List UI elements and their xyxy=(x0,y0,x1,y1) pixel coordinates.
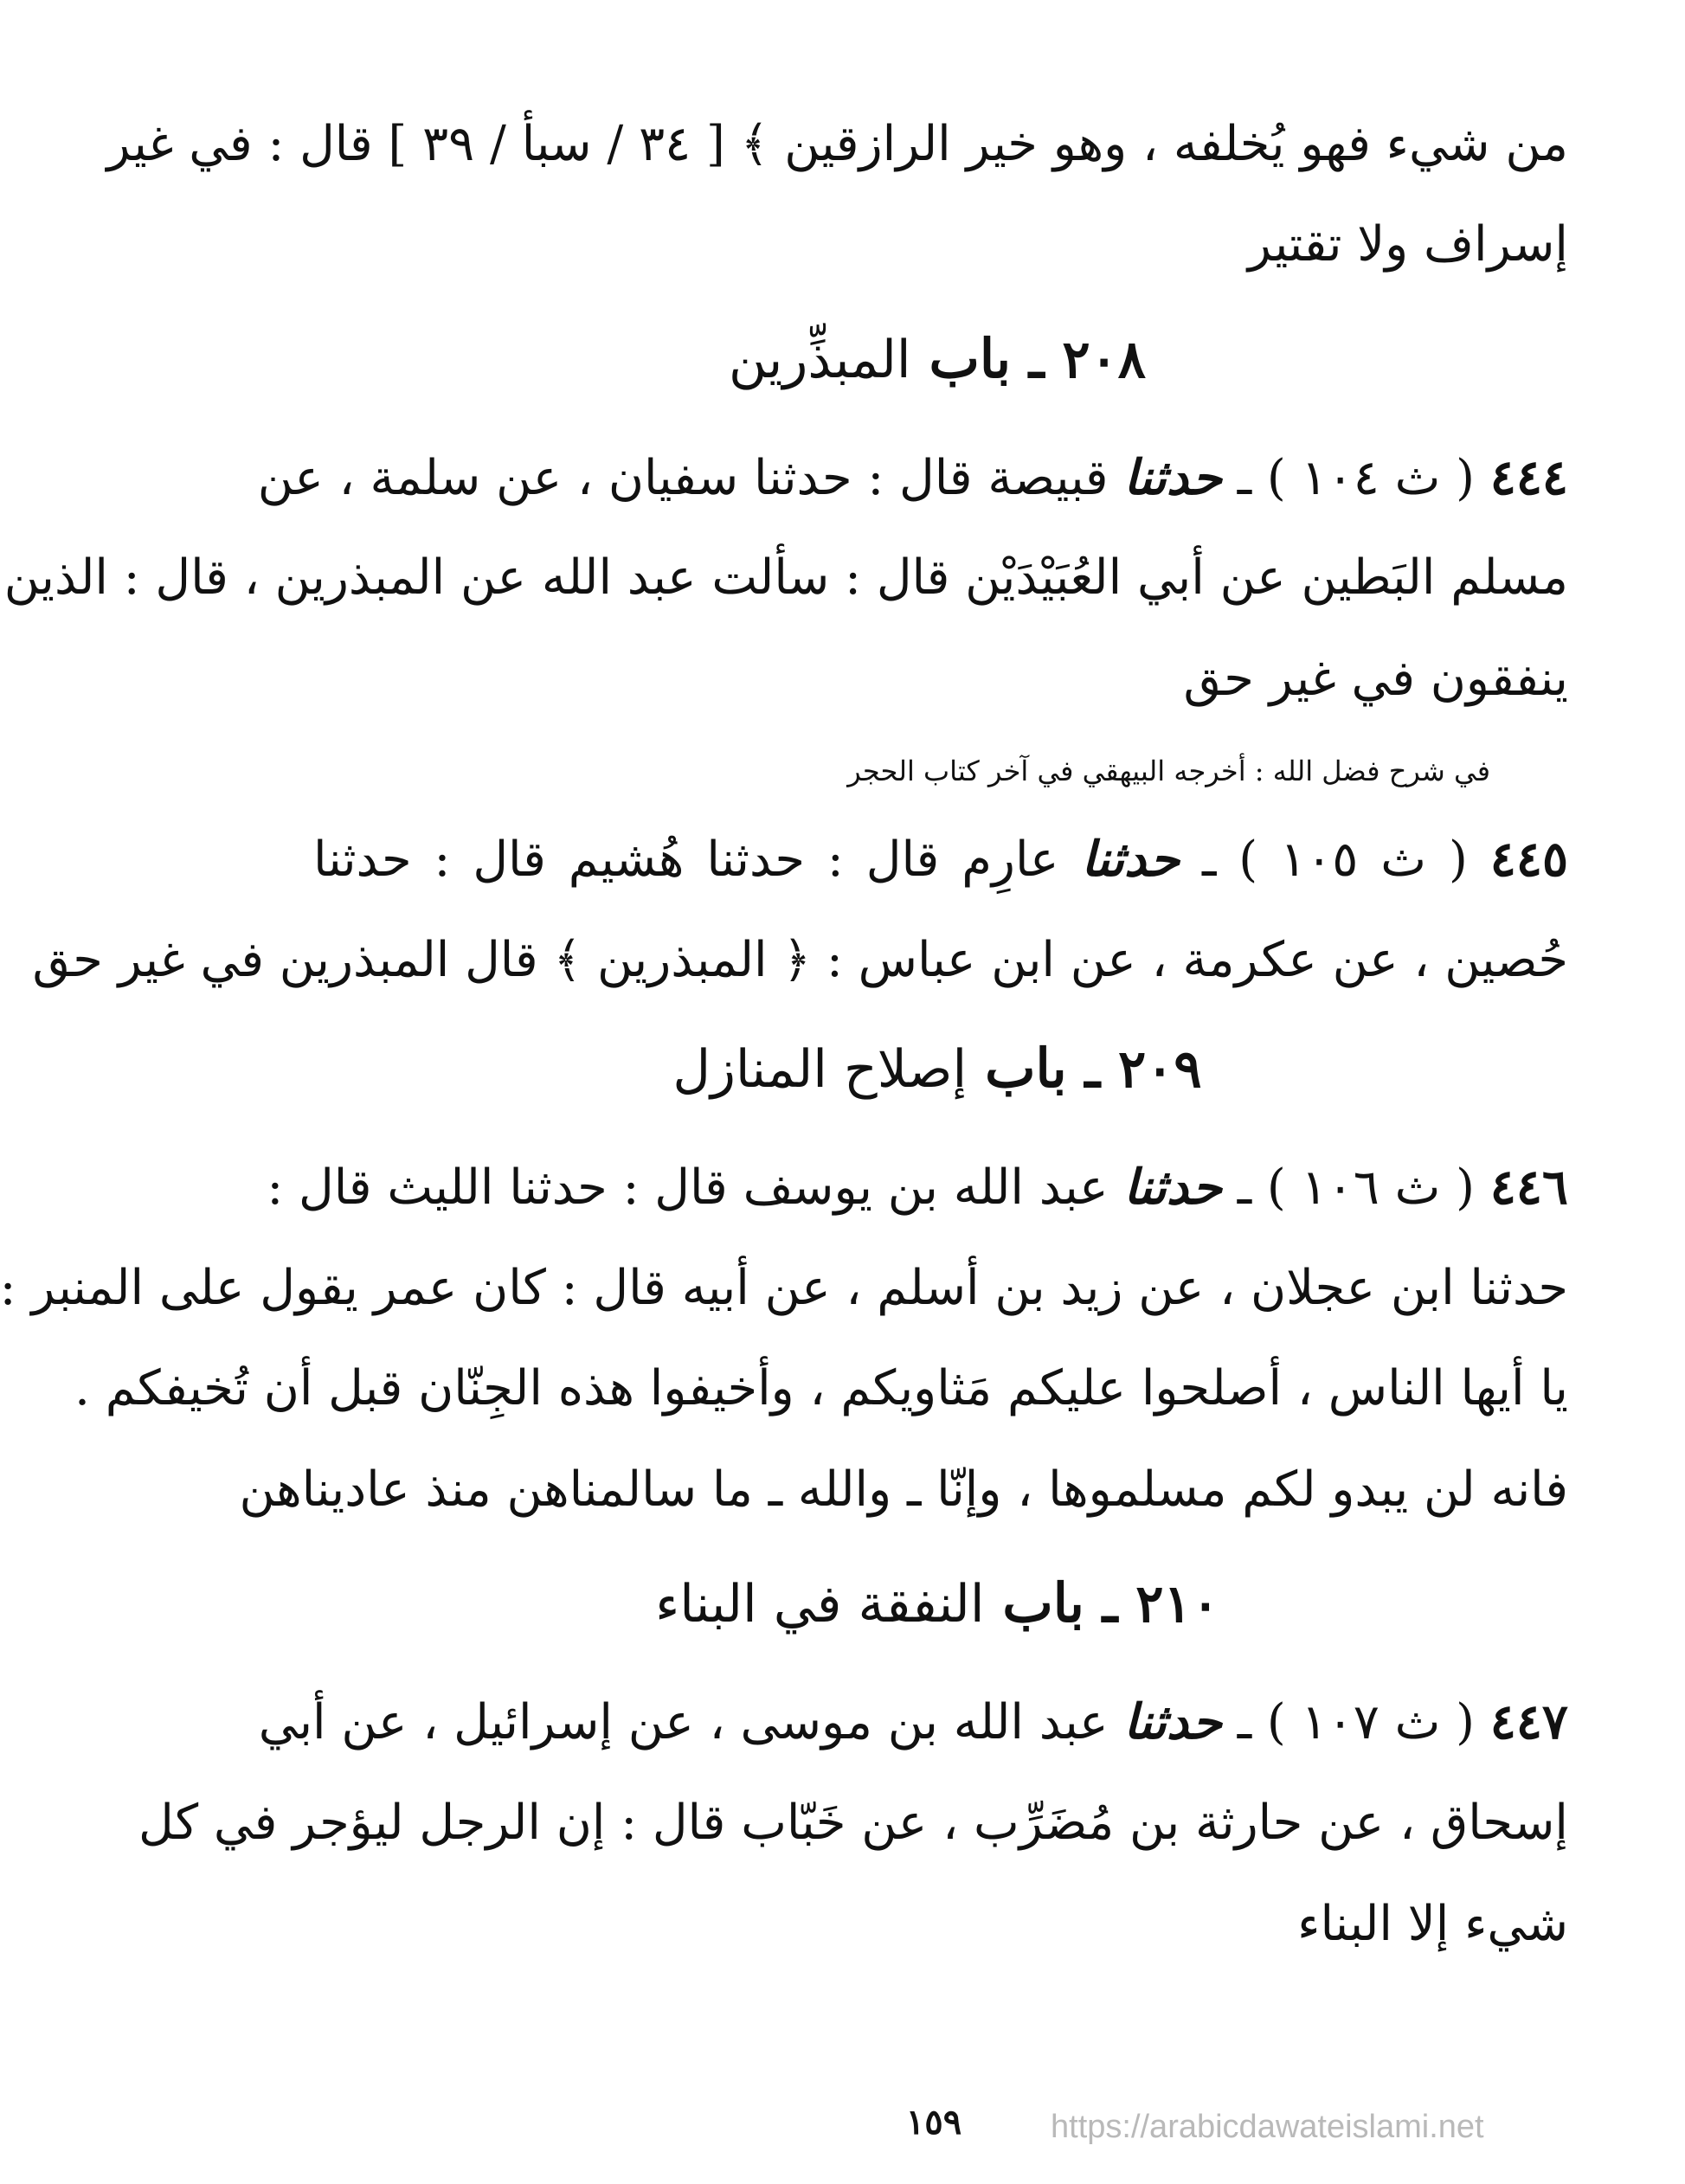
text-line: يا أيها الناس ، أصلحوا عليكم مَثاويكم ، وأخيفوا هذه الجِنّان قبل أن تُخيفكم . xyxy=(74,1360,1568,1416)
footnote: في شرح فضل الله : أخرجه البيهقي في آخر كتاب الحجر xyxy=(847,755,1490,787)
hadith-text: عبد الله بن يوسف قال : حدثنا الليث قال : xyxy=(267,1159,1109,1216)
hadith-line-446 xyxy=(267,1144,1568,1230)
hadith-text: قبيصة قال : حدثنا سفيان ، عن سلمة ، عن xyxy=(257,450,1109,506)
haddathana-word: حدثنا xyxy=(1123,1159,1222,1216)
hadith-reference: ( ث ١٠٥ ) ـ xyxy=(1201,832,1468,888)
chapter-title: المبذِّرين xyxy=(728,330,911,390)
chapter-heading-209 xyxy=(190,1021,1685,1116)
hadith-number: ٤٤٥ xyxy=(1489,831,1569,888)
haddathana-word: حدثنا xyxy=(1123,449,1222,506)
hadith-reference: ( ث ١٠٧ ) ـ xyxy=(1237,1694,1475,1750)
hadith-reference: ( ث ١٠٤ ) ـ xyxy=(1237,450,1475,506)
text-line: حدثنا ابن عجلان ، عن زيد بن أسلم ، عن أبيه قال : كان عمر يقول على المنبر : xyxy=(0,1260,1568,1316)
text-line: إسحاق ، عن حارثة بن مُضَرِّب ، عن خَبّاب قال : إن الرجل ليؤجر في كل xyxy=(138,1795,1568,1851)
chapter-heading-210 xyxy=(190,1556,1685,1651)
chapter-bab: باب xyxy=(985,1037,1067,1100)
chapter-bab: باب xyxy=(929,327,1011,390)
hadith-line-447 xyxy=(258,1679,1568,1765)
chapter-number: ٢١٠ ـ xyxy=(1102,1574,1219,1635)
text-line: إسراف ولا تقتير xyxy=(1247,216,1568,273)
hadith-text: عارِم قال : حدثنا هُشيم قال : حدثنا xyxy=(313,832,1059,888)
haddathana-word: حدثنا xyxy=(1081,831,1180,888)
text-line: ينفقون في غير حق xyxy=(1183,651,1568,707)
hadith-text: عبد الله بن موسى ، عن إسرائيل ، عن أبي xyxy=(258,1694,1109,1750)
chapter-bab: باب xyxy=(1002,1571,1084,1635)
hadith-line-445 xyxy=(313,816,1568,903)
text-line: حُصين ، عن عكرمة ، عن ابن عباس : ﴿ المبذرين ﴾ قال المبذرين في غير حق xyxy=(32,932,1568,988)
hadith-reference: ( ث ١٠٦ ) ـ xyxy=(1237,1159,1475,1216)
text-line: فانه لن يبدو لكم مسلموها ، وإنّا ـ والله ـ ما سالمناهن منذ عاديناهن xyxy=(239,1461,1568,1518)
chapter-title: إصلاح المنازل xyxy=(672,1039,968,1100)
chapter-title: النفقة في البناء xyxy=(655,1574,985,1635)
chapter-number: ٢٠٩ ـ xyxy=(1084,1039,1202,1100)
chapter-number: ٢٠٨ ـ xyxy=(1028,330,1147,390)
text-line: من شيء فهو يُخلفه ، وهو خير الرازقين ﴾ [ ٣٤ / سبأ / ٣٩ ] قال : في غير xyxy=(106,116,1568,172)
text-line: شيء إلا البناء xyxy=(1297,1896,1568,1952)
text-line: مسلم البَطين عن أبي العُبَيْدَيْن قال : سألت عبد الله عن المبذرين ، قال : الذين xyxy=(3,549,1568,606)
hadith-number: ٤٤٤ xyxy=(1489,449,1568,506)
hadith-number: ٤٤٧ xyxy=(1489,1693,1568,1750)
page-number: ١٥٩ xyxy=(905,2102,962,2142)
watermark-url: https://arabicdawateislami.net xyxy=(1051,2109,1484,2145)
hadith-number: ٤٤٦ xyxy=(1489,1159,1568,1216)
hadith-line-444 xyxy=(257,434,1568,521)
haddathana-word: حدثنا xyxy=(1123,1693,1222,1750)
chapter-heading-208 xyxy=(190,312,1685,407)
